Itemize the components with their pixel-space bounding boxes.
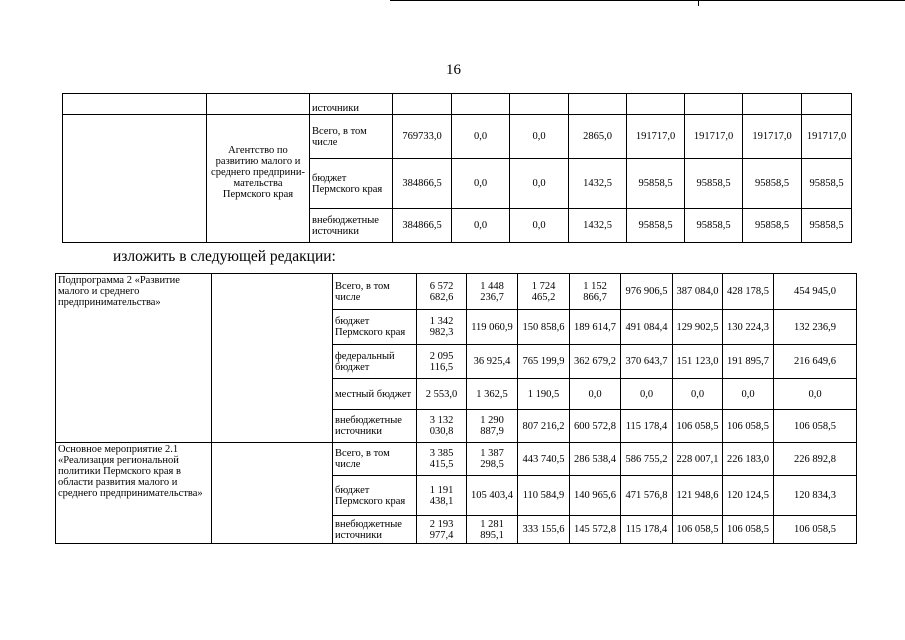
value-cell: 110 584,9	[518, 476, 570, 516]
value-cell: 333 155,6	[518, 516, 570, 544]
blank-cell	[569, 94, 627, 115]
value-cell: 1 342 982,3	[417, 310, 467, 345]
total-cell: 454 945,0	[774, 274, 857, 310]
total-cell: 226 892,8	[774, 443, 857, 476]
value-cell: 105 403,4	[467, 476, 518, 516]
value-cell: 95858,5	[685, 159, 743, 209]
source-label-cell: Всего, в том числе	[310, 115, 393, 159]
blank-cell	[63, 94, 207, 115]
value-cell: 362 679,2	[570, 345, 621, 379]
value-cell: 1 724 465,2	[518, 274, 570, 310]
value-cell: 769733,0	[393, 115, 452, 159]
value-cell: 1 290 887,9	[467, 410, 518, 443]
blank-cell	[393, 94, 452, 115]
table-row	[63, 115, 852, 159]
value-cell: 226 183,0	[723, 443, 774, 476]
value-cell: 0,0	[673, 379, 723, 410]
value-cell: 765 199,9	[518, 345, 570, 379]
program-name-cell: Основное мероприятие 2.1 «Реализация региональной политики Пермского края в области развития малого и среднего предпринимательства»	[56, 443, 212, 544]
value-cell: 471 576,8	[621, 476, 673, 516]
program-name-cell: Подпрограмма 2 «Развитие малого и среднего предпринимательства»	[56, 274, 212, 443]
value-cell: 115 178,4	[621, 410, 673, 443]
value-cell: 0,0	[510, 209, 569, 243]
value-cell: 0,0	[452, 159, 510, 209]
blank-cell	[63, 115, 207, 243]
value-cell: 95858,5	[743, 159, 802, 209]
blank-cell	[207, 94, 310, 115]
value-cell: 2 095 116,5	[417, 345, 467, 379]
value-cell: 106 058,5	[673, 516, 723, 544]
source-label-cell: источники	[310, 94, 393, 115]
blank-cell	[212, 274, 333, 443]
value-cell: 807 216,2	[518, 410, 570, 443]
blank-cell	[212, 443, 333, 544]
value-cell: 1 152 866,7	[570, 274, 621, 310]
value-cell: 586 755,2	[621, 443, 673, 476]
value-cell: 370 643,7	[621, 345, 673, 379]
value-cell: 387 084,0	[673, 274, 723, 310]
source-label-cell: внебюджетные источники	[310, 209, 393, 243]
instruction-text: изложить в следующей редакции:	[113, 248, 336, 265]
value-cell: 120 124,5	[723, 476, 774, 516]
blank-cell	[627, 94, 685, 115]
page-number: 16	[446, 62, 461, 78]
value-cell: 3 132 030,8	[417, 410, 467, 443]
value-cell: 189 614,7	[570, 310, 621, 345]
value-cell: 151 123,0	[673, 345, 723, 379]
blank-cell	[802, 94, 852, 115]
value-cell: 95858,5	[802, 159, 852, 209]
value-cell: 384866,5	[393, 159, 452, 209]
value-cell: 191717,0	[685, 115, 743, 159]
value-cell: 95858,5	[627, 209, 685, 243]
value-cell: 95858,5	[685, 209, 743, 243]
value-cell: 0,0	[570, 379, 621, 410]
top-rule-tick	[698, 0, 699, 6]
value-cell: 95858,5	[802, 209, 852, 243]
value-cell: 119 060,9	[467, 310, 518, 345]
source-label-cell: бюджет Пермского края	[333, 476, 417, 516]
value-cell: 2 553,0	[417, 379, 467, 410]
source-label-cell: федеральный бюджет	[333, 345, 417, 379]
value-cell: 115 178,4	[621, 516, 673, 544]
top-rule	[390, 0, 905, 1]
value-cell: 0,0	[723, 379, 774, 410]
value-cell: 1432,5	[569, 159, 627, 209]
value-cell: 976 906,5	[621, 274, 673, 310]
value-cell: 443 740,5	[518, 443, 570, 476]
total-cell: 0,0	[774, 379, 857, 410]
total-cell: 106 058,5	[774, 410, 857, 443]
value-cell: 106 058,5	[723, 410, 774, 443]
value-cell: 600 572,8	[570, 410, 621, 443]
value-cell: 191 895,7	[723, 345, 774, 379]
value-cell: 428 178,5	[723, 274, 774, 310]
value-cell: 106 058,5	[723, 516, 774, 544]
blank-cell	[510, 94, 569, 115]
value-cell: 2 193 977,4	[417, 516, 467, 544]
value-cell: 1 362,5	[467, 379, 518, 410]
value-cell: 129 902,5	[673, 310, 723, 345]
value-cell: 106 058,5	[673, 410, 723, 443]
total-cell: 106 058,5	[774, 516, 857, 544]
blank-cell	[743, 94, 802, 115]
value-cell: 384866,5	[393, 209, 452, 243]
value-cell: 95858,5	[627, 159, 685, 209]
value-cell: 36 925,4	[467, 345, 518, 379]
source-label-cell: внебюджетные источники	[333, 410, 417, 443]
total-cell: 132 236,9	[774, 310, 857, 345]
source-label-cell: Всего, в том числе	[333, 274, 417, 310]
value-cell: 0,0	[621, 379, 673, 410]
value-cell: 1 281 895,1	[467, 516, 518, 544]
agency-cell: Агентство по развитию малого и среднего предприни-мательства Пермского края	[207, 115, 310, 243]
blank-cell	[452, 94, 510, 115]
value-cell: 3 385 415,5	[417, 443, 467, 476]
value-cell: 150 858,6	[518, 310, 570, 345]
value-cell: 228 007,1	[673, 443, 723, 476]
value-cell: 286 538,4	[570, 443, 621, 476]
table-row	[56, 443, 857, 476]
table-row	[63, 94, 852, 115]
value-cell: 0,0	[452, 115, 510, 159]
value-cell: 191717,0	[627, 115, 685, 159]
top-table	[62, 93, 852, 243]
value-cell: 1 387 298,5	[467, 443, 518, 476]
table-row	[56, 274, 857, 310]
value-cell: 130 224,3	[723, 310, 774, 345]
bottom-table	[55, 273, 857, 544]
source-label-cell: бюджет Пермского края	[333, 310, 417, 345]
total-cell: 120 834,3	[774, 476, 857, 516]
value-cell: 2865,0	[569, 115, 627, 159]
source-label-cell: внебюджетные источники	[333, 516, 417, 544]
value-cell: 1432,5	[569, 209, 627, 243]
blank-cell	[685, 94, 743, 115]
value-cell: 145 572,8	[570, 516, 621, 544]
value-cell: 1 190,5	[518, 379, 570, 410]
value-cell: 0,0	[510, 159, 569, 209]
source-label-cell: Всего, в том числе	[333, 443, 417, 476]
value-cell: 0,0	[510, 115, 569, 159]
source-label-cell: местный бюджет	[333, 379, 417, 410]
value-cell: 191717,0	[802, 115, 852, 159]
value-cell: 6 572 682,6	[417, 274, 467, 310]
value-cell: 1 448 236,7	[467, 274, 518, 310]
value-cell: 0,0	[452, 209, 510, 243]
value-cell: 140 965,6	[570, 476, 621, 516]
total-cell: 216 649,6	[774, 345, 857, 379]
value-cell: 491 084,4	[621, 310, 673, 345]
value-cell: 121 948,6	[673, 476, 723, 516]
value-cell: 191717,0	[743, 115, 802, 159]
source-label-cell: бюджет Пермского края	[310, 159, 393, 209]
value-cell: 1 191 438,1	[417, 476, 467, 516]
value-cell: 95858,5	[743, 209, 802, 243]
